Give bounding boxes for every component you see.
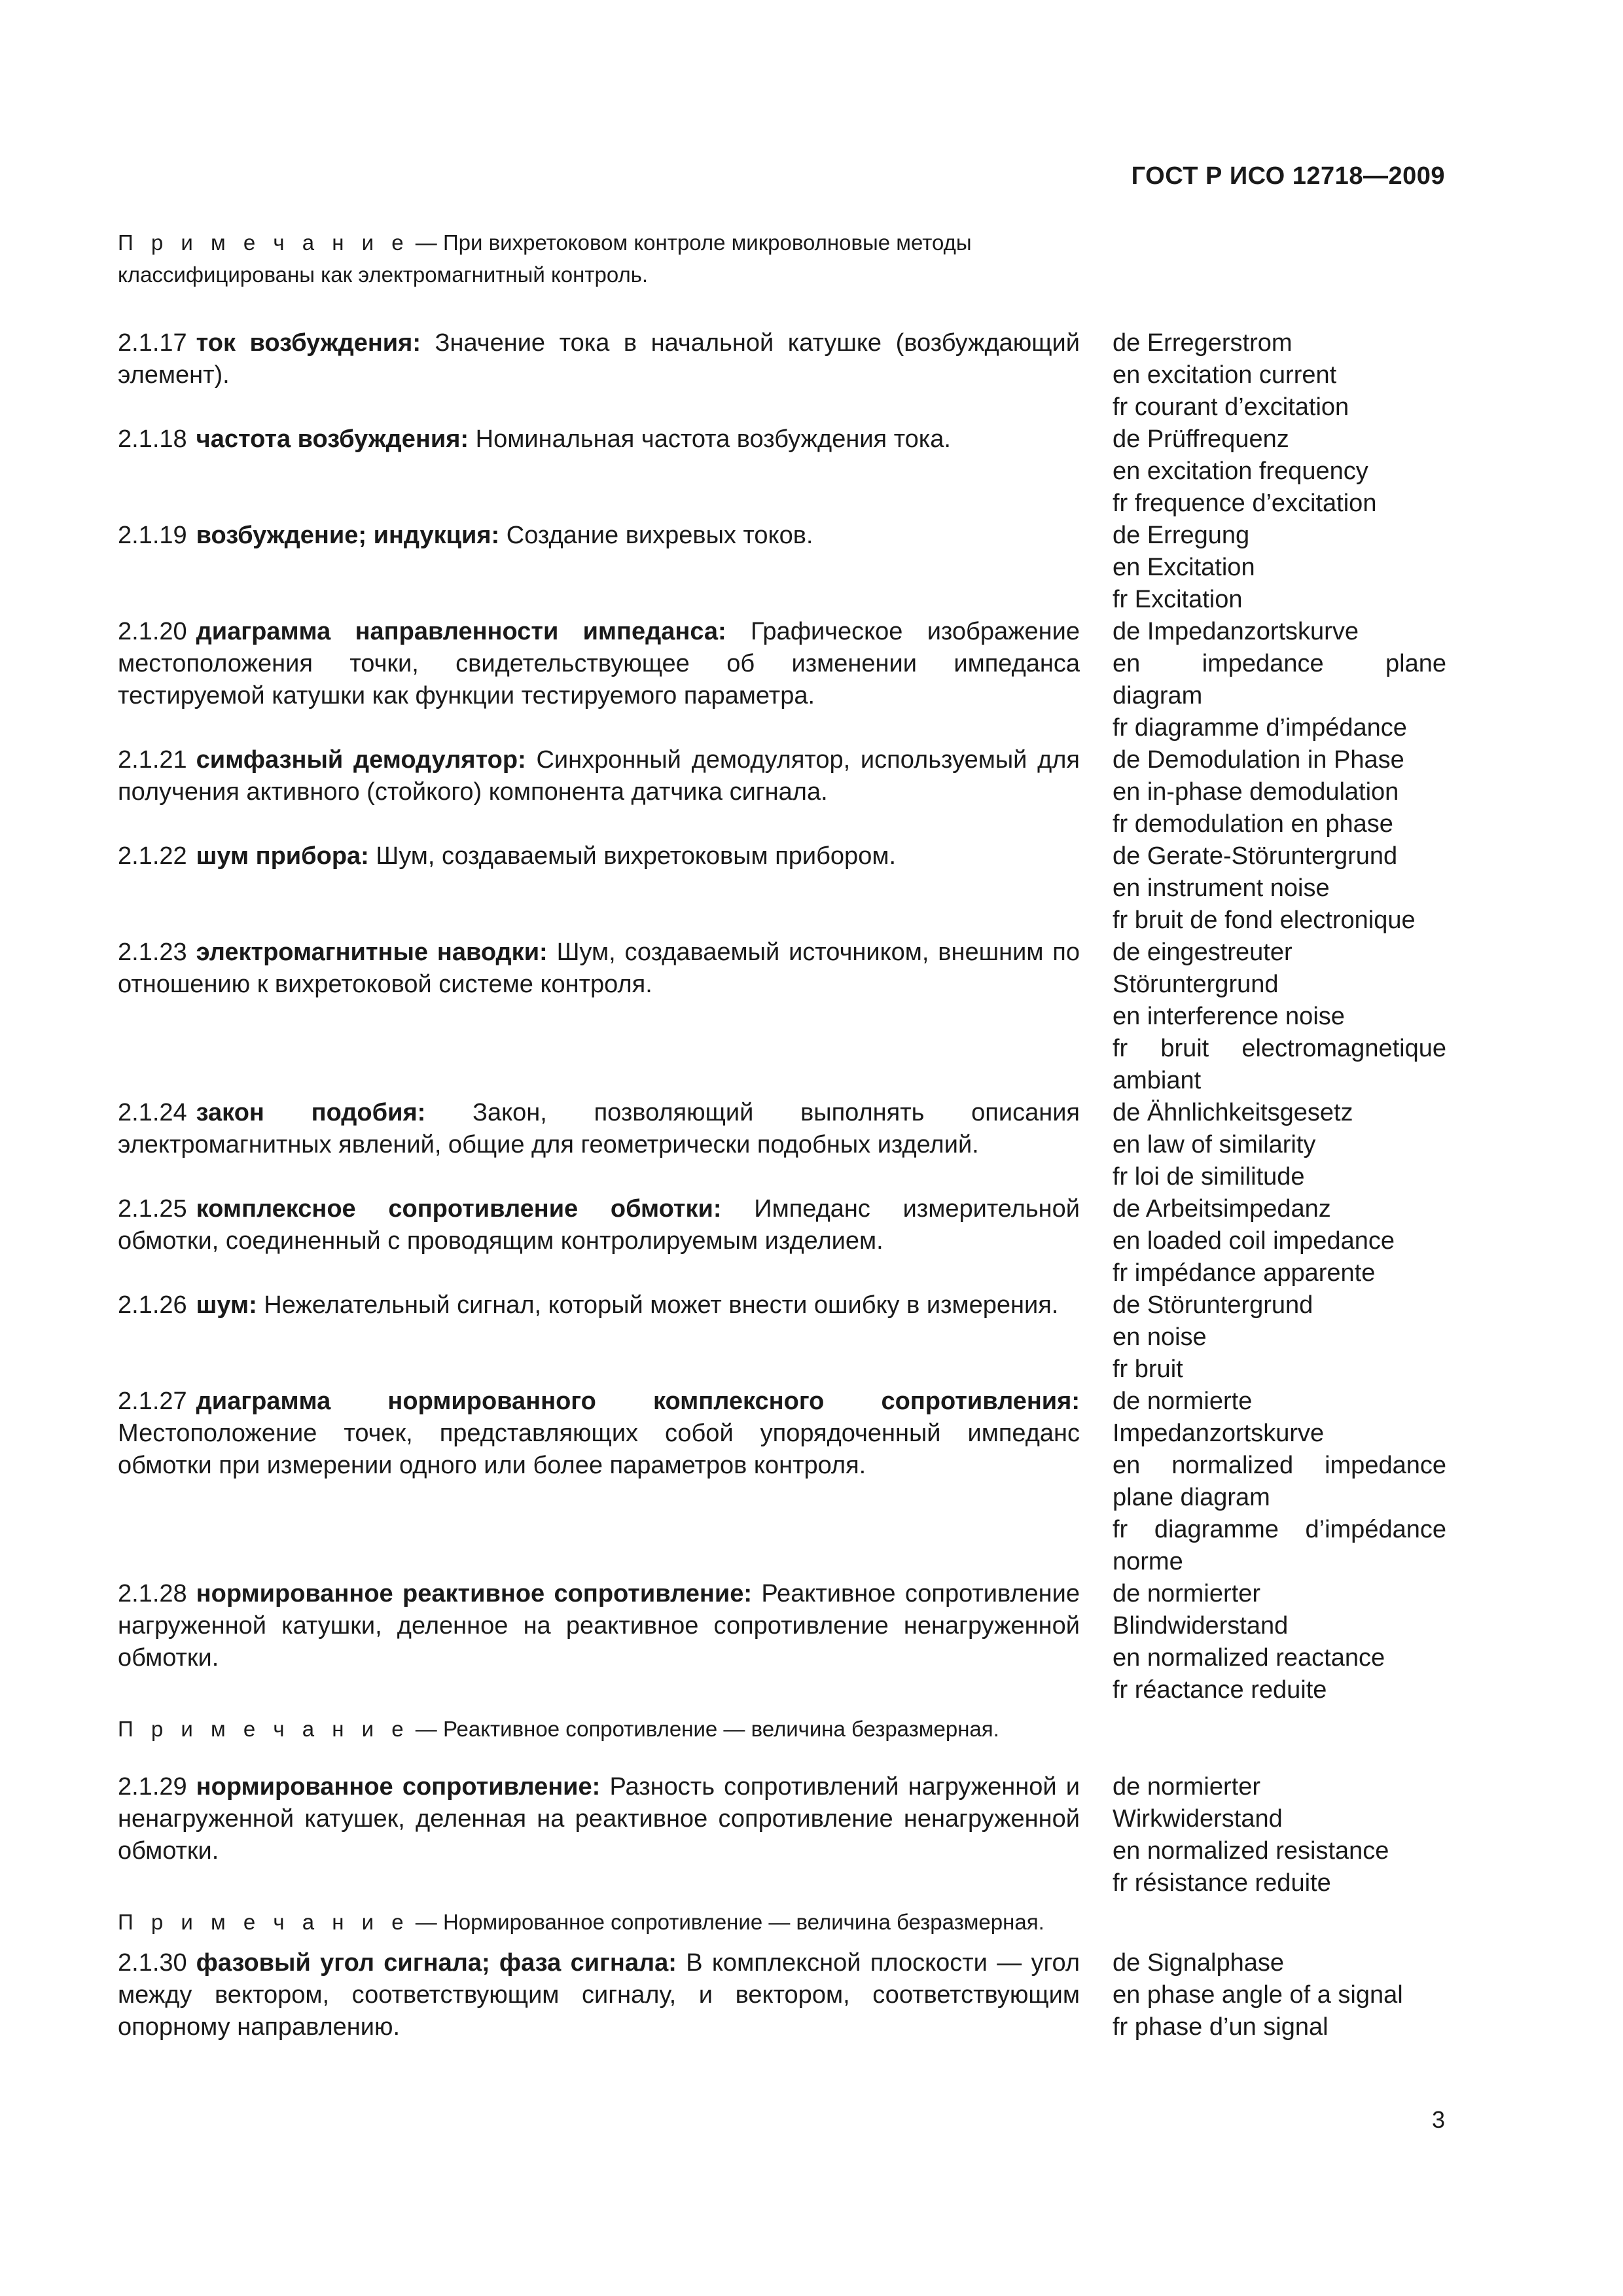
term-translations bbox=[1113, 1578, 1446, 1706]
term-text: Местоположение точек, представляющих собой упорядоченный импеданс обмотки при измерении одного или более параметров контроля. bbox=[118, 1420, 1080, 1479]
term-number: 2.1.30 bbox=[118, 1949, 187, 1977]
term-entry-2-1-28 bbox=[118, 1578, 1446, 1706]
term-name: шум: bbox=[196, 1291, 257, 1319]
term-translations bbox=[1113, 616, 1446, 744]
term-fr: fr diagramme d’impédance bbox=[1113, 1516, 1446, 1543]
term-name: фазовый угол сигнала; фаза сигнала: bbox=[196, 1949, 677, 1977]
term-translations bbox=[1113, 1386, 1446, 1578]
term-translations bbox=[1113, 327, 1446, 423]
term-name: закон подобия: bbox=[196, 1099, 426, 1126]
term-text: В комплексной плоскости — угол между вектором, соответствующим сигналу, и вектором, соответствующим опорному направлению. bbox=[118, 1949, 1080, 2041]
term-en: en Excitation bbox=[1113, 554, 1255, 581]
term-definition bbox=[118, 1097, 1080, 1161]
term-en: en normalized reactance bbox=[1113, 1644, 1385, 1672]
term-de: de Prüffrequenz bbox=[1113, 425, 1289, 453]
note-2-1-28 bbox=[118, 1713, 1080, 1745]
term-definition bbox=[118, 1193, 1080, 1257]
term-number: 2.1.26 bbox=[118, 1291, 187, 1319]
term-de: de Demodulation in Phase bbox=[1113, 746, 1404, 774]
term-fr-continued: norme bbox=[1113, 1548, 1183, 1575]
term-de-continued: Blindwiderstand bbox=[1113, 1612, 1289, 1640]
term-definition bbox=[118, 744, 1080, 808]
page-number: 3 bbox=[1431, 2106, 1445, 2133]
term-definition bbox=[118, 1578, 1080, 1674]
term-entry-2-1-30 bbox=[118, 1947, 1446, 2043]
term-de: de Impedanzortskurve bbox=[1113, 618, 1359, 645]
term-de: de normierte bbox=[1113, 1388, 1253, 1415]
document-body bbox=[118, 226, 1446, 2043]
term-fr: fr bruit electromagnetique bbox=[1113, 1035, 1446, 1062]
term-translations bbox=[1113, 744, 1446, 840]
term-entry-2-1-29 bbox=[118, 1771, 1446, 1899]
term-translations bbox=[1113, 1947, 1446, 2043]
term-entry-2-1-27 bbox=[118, 1386, 1446, 1578]
term-number: 2.1.17 bbox=[118, 329, 187, 357]
term-fr: fr diagramme d’impédance bbox=[1113, 714, 1407, 742]
term-text: Номинальная частота возбуждения тока. bbox=[469, 425, 951, 453]
term-de: de Störuntergrund bbox=[1113, 1291, 1313, 1319]
term-text: Разность сопротивлений нагруженной и ненагруженной катушек, деленная на реактивное сопротивление ненагруженной обмотки. bbox=[118, 1773, 1080, 1865]
term-fr: fr courant d’excitation bbox=[1113, 393, 1349, 421]
note-label: П р и м е ч а н и е bbox=[118, 230, 410, 255]
term-number: 2.1.21 bbox=[118, 746, 187, 774]
term-de: de Gerate-Störuntergrund bbox=[1113, 842, 1398, 870]
term-de: de Arbeitsimpedanz bbox=[1113, 1195, 1331, 1223]
note-label: П р и м е ч а н и е bbox=[118, 1717, 410, 1741]
term-number: 2.1.22 bbox=[118, 842, 187, 870]
term-entry-2-1-17 bbox=[118, 327, 1446, 423]
term-text: Шум, создаваемый источником, внешним по отношению к вихретоковой системе контроля. bbox=[118, 939, 1080, 998]
term-entry-2-1-26 bbox=[118, 1289, 1446, 1386]
term-translations bbox=[1113, 937, 1446, 1097]
term-definition bbox=[118, 1771, 1080, 1867]
term-text: Шум, создаваемый вихретоковым прибором. bbox=[368, 842, 897, 870]
term-definition bbox=[118, 520, 1080, 552]
term-number: 2.1.28 bbox=[118, 1580, 187, 1607]
document-header: ГОСТ Р ИСО 12718—2009 bbox=[1131, 162, 1445, 190]
term-definition bbox=[118, 1386, 1080, 1482]
term-name: шум прибора: bbox=[196, 842, 369, 870]
term-fr: fr Excitation bbox=[1113, 586, 1243, 613]
term-definition bbox=[118, 1947, 1080, 2043]
term-en: en impedance plane bbox=[1113, 650, 1446, 677]
term-fr: fr réactance reduite bbox=[1113, 1676, 1327, 1704]
term-translations bbox=[1113, 1193, 1446, 1289]
term-name: комплексное сопротивление обмотки: bbox=[196, 1195, 722, 1223]
term-name: диаграмма направленности импеданса: bbox=[196, 618, 726, 645]
term-en: en excitation current bbox=[1113, 361, 1337, 389]
term-en: en noise bbox=[1113, 1323, 1207, 1351]
term-number: 2.1.25 bbox=[118, 1195, 187, 1223]
term-en: en instrument noise bbox=[1113, 874, 1330, 902]
term-fr: fr résistance reduite bbox=[1113, 1869, 1331, 1897]
term-definition bbox=[118, 423, 1080, 456]
term-text: Реактивное сопротивление нагруженной катушки, деленное на реактивное сопротивление ненагруженной обмотки. bbox=[118, 1580, 1080, 1672]
term-de: de normierter bbox=[1113, 1773, 1260, 1801]
note-label: П р и м е ч а н и е bbox=[118, 1910, 410, 1934]
term-name: нормированное реактивное сопротивление: bbox=[196, 1580, 753, 1607]
term-translations bbox=[1113, 423, 1446, 520]
term-de: de Erregerstrom bbox=[1113, 329, 1293, 357]
term-de-continued: Störuntergrund bbox=[1113, 971, 1279, 998]
term-entry-2-1-22 bbox=[118, 840, 1446, 937]
term-de: de Erregung bbox=[1113, 522, 1250, 549]
term-definition bbox=[118, 1289, 1080, 1321]
term-entry-2-1-24 bbox=[118, 1097, 1446, 1193]
term-number: 2.1.23 bbox=[118, 939, 187, 966]
term-entry-2-1-18 bbox=[118, 423, 1446, 520]
term-fr: fr bruit bbox=[1113, 1355, 1183, 1383]
term-name: ток возбуждения: bbox=[196, 329, 421, 357]
term-en-continued: diagram bbox=[1113, 682, 1203, 709]
term-definition bbox=[118, 840, 1080, 872]
term-en: en in-phase demodulation bbox=[1113, 778, 1399, 806]
term-fr: fr bruit de fond electronique bbox=[1113, 906, 1416, 934]
note-top bbox=[118, 226, 1080, 291]
term-text: Графическое изображение местоположения точки, свидетельствующее об изменении импеданса тестируемой катушки как функции тестируемого параметра. bbox=[118, 618, 1080, 709]
term-number: 2.1.29 bbox=[118, 1773, 187, 1801]
note-text: — Реактивное сопротивление — величина безразмерная. bbox=[409, 1717, 999, 1741]
term-number: 2.1.20 bbox=[118, 618, 187, 645]
term-en: en excitation frequency bbox=[1113, 457, 1368, 485]
term-en: en normalized impedance bbox=[1113, 1452, 1446, 1479]
term-de-continued: Wirkwiderstand bbox=[1113, 1805, 1283, 1833]
term-text: Нежелательный сигнал, который может внести ошибку в измерения. bbox=[257, 1291, 1059, 1319]
term-de-continued: Impedanzortskurve bbox=[1113, 1420, 1325, 1447]
term-definition bbox=[118, 327, 1080, 391]
term-name: электромагнитные наводки: bbox=[196, 939, 548, 966]
term-en: en law of similarity bbox=[1113, 1131, 1316, 1158]
term-fr: fr phase d’un signal bbox=[1113, 2013, 1329, 2041]
term-de: de Signalphase bbox=[1113, 1949, 1284, 1977]
term-de: de Ähnlichkeitsgesetz bbox=[1113, 1099, 1353, 1126]
term-translations bbox=[1113, 840, 1446, 937]
term-definition bbox=[118, 937, 1080, 1001]
term-name: диаграмма нормированного комплексного сопротивления: bbox=[196, 1388, 1080, 1415]
term-text: Импеданс измерительной обмотки, соединенный с проводящим контролируемым изделием. bbox=[118, 1195, 1080, 1255]
term-fr: fr demodulation en phase bbox=[1113, 810, 1393, 838]
term-name: частота возбуждения: bbox=[196, 425, 469, 453]
term-de: de normierter bbox=[1113, 1580, 1260, 1607]
term-en: en phase angle of a signal bbox=[1113, 1981, 1403, 2009]
term-number: 2.1.19 bbox=[118, 522, 187, 549]
term-name: возбуждение; индукция: bbox=[196, 522, 500, 549]
term-name: симфазный демодулятор: bbox=[196, 746, 526, 774]
term-text: Закон, позволяющий выполнять описания электромагнитных явлений, общие для геометрически подобных изделий. bbox=[118, 1099, 1080, 1158]
term-text: Создание вихревых токов. bbox=[499, 522, 813, 549]
term-fr: fr impédance apparente bbox=[1113, 1259, 1376, 1287]
term-number: 2.1.24 bbox=[118, 1099, 187, 1126]
term-fr-continued: ambiant bbox=[1113, 1067, 1202, 1094]
term-text: Синхронный демодулятор, используемый для получения активного (стойкого) компонента датчика сигнала. bbox=[118, 746, 1080, 806]
note-text: — Нормированное сопротивление — величина безразмерная. bbox=[409, 1910, 1044, 1934]
term-translations bbox=[1113, 1771, 1446, 1899]
term-text: Значение тока в начальной катушке (возбуждающий элемент). bbox=[118, 329, 1080, 389]
term-translations bbox=[1113, 1289, 1446, 1386]
term-fr: fr loi de similitude bbox=[1113, 1163, 1305, 1191]
term-translations bbox=[1113, 520, 1446, 616]
term-entry-2-1-19 bbox=[118, 520, 1446, 616]
term-de: de eingestreuter bbox=[1113, 939, 1293, 966]
term-entry-2-1-23 bbox=[118, 937, 1446, 1097]
term-en: en normalized resistance bbox=[1113, 1837, 1389, 1865]
term-number: 2.1.27 bbox=[118, 1388, 187, 1415]
term-en-continued: plane diagram bbox=[1113, 1484, 1270, 1511]
term-name: нормированное сопротивление: bbox=[196, 1773, 601, 1801]
term-number: 2.1.18 bbox=[118, 425, 187, 453]
term-fr: fr frequence d’excitation bbox=[1113, 490, 1377, 517]
term-en: en loaded coil impedance bbox=[1113, 1227, 1395, 1255]
term-translations bbox=[1113, 1097, 1446, 1193]
note-text: — При вихретоковом контроле микроволновые методы классифицированы как электромагнитный контроль. bbox=[118, 230, 972, 287]
term-en: en interference noise bbox=[1113, 1003, 1345, 1030]
term-entry-2-1-21 bbox=[118, 744, 1446, 840]
term-entry-2-1-20 bbox=[118, 616, 1446, 744]
note-2-1-29 bbox=[118, 1906, 1080, 1938]
term-definition bbox=[118, 616, 1080, 712]
term-entry-2-1-25 bbox=[118, 1193, 1446, 1289]
